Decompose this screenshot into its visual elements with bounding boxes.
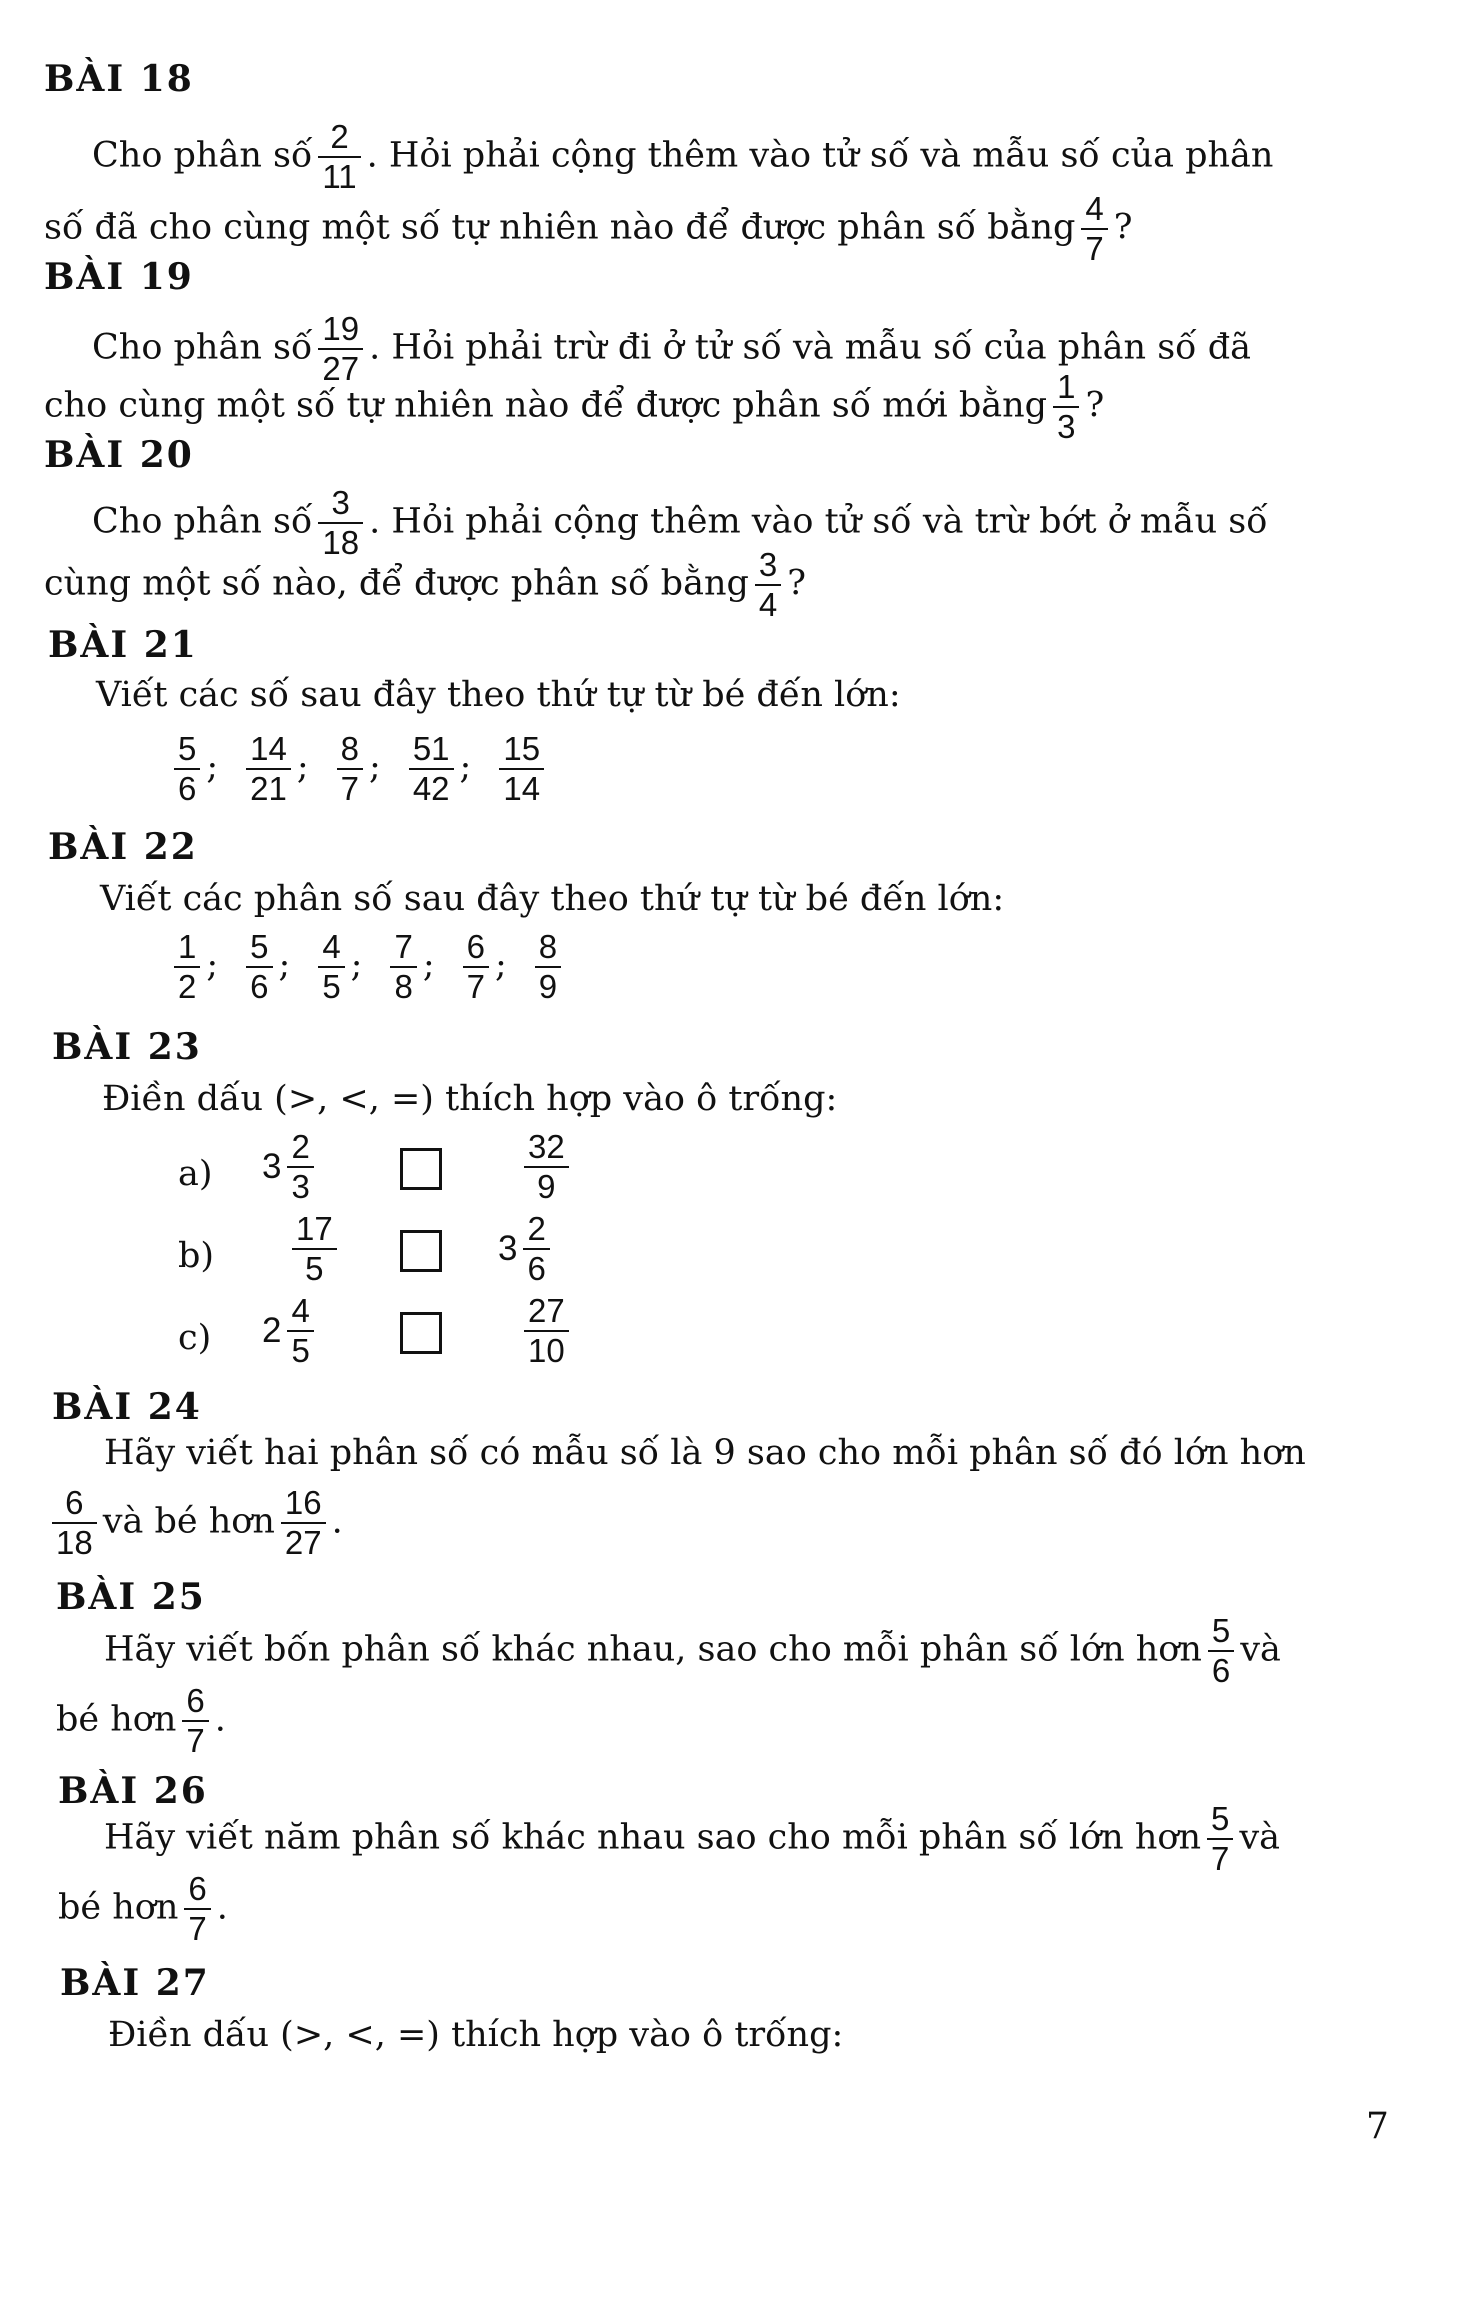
fraction [174,928,200,1006]
text: Cho phân số [92,501,313,542]
denominator: 7 [1085,229,1104,267]
separator: ; [459,747,472,788]
denominator: 42 [412,769,450,807]
item-label: c) [178,1318,212,1358]
empty-square-icon [400,1312,442,1354]
numerator: 51 [409,730,454,770]
right-fraction [518,1128,575,1206]
separator: ; [369,747,381,788]
exercise-title-20: BÀI 20 [44,434,194,476]
fraction [463,928,489,1006]
empty-square-icon [400,1230,442,1272]
exercise-title-18: BÀI 18 [44,58,194,100]
whole-part: 3 [262,1146,282,1186]
text: ? [1085,385,1105,426]
exercise-title-19: BÀI 19 [44,256,194,298]
exercise-title-25: BÀI 25 [56,1576,206,1618]
text: . Hỏi phải cộng thêm vào tử số và mẫu số của phân [366,135,1274,176]
numerator: 2 [318,118,360,158]
exercise-26-line-1 [104,1800,1280,1878]
left-fraction [286,1210,343,1288]
denominator: 5 [322,967,341,1005]
fraction [1081,190,1107,268]
denominator: 7 [186,1721,205,1759]
numerator: 3 [755,546,781,586]
text: . Hỏi phải cộng thêm vào tử số và trừ bớt ở mẫu số [369,501,1268,542]
text: . Hỏi phải trừ đi ở tử số và mẫu số của phân số đã [369,327,1251,368]
whole-part: 2 [262,1310,282,1350]
fraction [184,1870,210,1948]
comparison-box[interactable] [400,1148,442,1190]
denominator: 18 [56,1523,93,1561]
separator: ; [494,945,507,986]
denominator: 14 [503,769,541,807]
denominator: 3 [291,1167,310,1205]
fraction [318,118,360,196]
denominator: 9 [538,967,558,1005]
denominator: 7 [1211,1839,1230,1877]
denominator: 6 [527,1249,546,1287]
numerator: 5 [174,730,200,770]
fraction [287,1292,313,1370]
fraction [524,1128,569,1206]
fraction [390,928,416,1006]
numerator: 5 [1208,1612,1234,1652]
numerator: 4 [287,1292,313,1332]
denominator: 3 [1057,407,1076,445]
numerator: 6 [52,1484,97,1524]
fraction [523,1210,549,1288]
fraction [524,1292,569,1370]
denominator: 7 [466,967,485,1005]
page-number: 7 [1366,2106,1389,2147]
numerator: 32 [524,1128,569,1168]
numerator: 6 [184,1870,210,1910]
denominator: 4 [758,585,778,623]
empty-square-icon [400,1148,442,1190]
left-mixed-number [262,1292,320,1370]
numerator: 6 [463,928,489,968]
fraction [246,928,272,1006]
item-label: b) [178,1236,215,1276]
whole-part: 3 [498,1228,518,1268]
denominator: 11 [322,157,357,195]
fraction [182,1682,208,1760]
exercise-24-line-2 [52,1484,343,1562]
text: ? [1113,207,1133,248]
denominator: 5 [291,1331,310,1369]
numerator: 8 [337,730,363,770]
text: Cho phân số [92,135,313,176]
text: . [214,1699,226,1740]
fraction [281,1484,326,1562]
text: Cho phân số [92,327,313,368]
denominator: 8 [394,967,413,1005]
exercise-25-line-1 [104,1612,1281,1690]
exercise-21-instruction: Viết các số sau đây theo thứ tự từ bé đến lớn: [96,675,901,715]
text: Hãy viết năm phân số khác nhau sao cho mỗi phân số lớn hơn [104,1817,1201,1858]
separator: ; [206,945,219,986]
right-fraction [518,1292,575,1370]
fraction [174,730,200,808]
fraction [318,928,344,1006]
fraction [337,730,363,808]
item-label: a) [178,1154,213,1194]
text: cho cùng một số tự nhiên nào để được phân số mới bằng [44,385,1048,426]
denominator: 7 [340,769,360,807]
right-mixed-number [498,1210,556,1288]
denominator: 27 [322,349,360,387]
fraction [535,928,561,1006]
exercise-27-instruction: Điền dấu (>, <, =) thích hợp vào ô trống: [108,2015,844,2055]
exercise-21-fraction-list [168,730,550,808]
numerator: 3 [318,484,363,524]
comparison-box[interactable] [400,1230,442,1272]
denominator: 18 [322,523,360,561]
numerator: 5 [1207,1800,1233,1840]
numerator: 15 [499,730,544,770]
denominator: 9 [537,1167,556,1205]
exercise-19-line-2 [44,368,1104,446]
exercise-25-line-2 [56,1682,226,1760]
text: và bé hơn [102,1501,275,1542]
fraction [755,546,781,624]
numerator: 1 [1053,368,1079,408]
denominator: 6 [250,967,269,1005]
fraction [1207,1800,1233,1878]
denominator: 2 [178,967,197,1005]
exercise-title-23: BÀI 23 [52,1026,202,1068]
text: cùng một số nào, để được phân số bằng [44,563,749,604]
exercise-title-21: BÀI 21 [48,624,198,666]
exercise-title-22: BÀI 22 [48,826,198,868]
exercise-24-line-1: Hãy viết hai phân số có mẫu số là 9 sao cho mỗi phân số đó lớn hơn [104,1433,1306,1473]
fraction [287,1128,313,1206]
fraction [246,730,291,808]
numerator: 2 [287,1128,313,1168]
separator: ; [350,945,363,986]
numerator: 4 [318,928,344,968]
denominator: 21 [250,769,287,807]
left-mixed-number [262,1128,320,1206]
exercise-title-24: BÀI 24 [52,1386,202,1428]
fraction [52,1484,97,1562]
denominator: 5 [305,1249,324,1287]
separator: ; [206,747,219,788]
fraction [1208,1612,1234,1690]
exercise-18-line-2 [44,190,1133,268]
denominator: 7 [188,1909,207,1947]
text: bé hơn [56,1699,177,1740]
fraction [409,730,454,808]
text: . [216,1887,228,1928]
numerator: 1 [174,928,200,968]
numerator: 8 [535,928,561,968]
text: số đã cho cùng một số tự nhiên nào để được phân số bằng [44,207,1076,248]
denominator: 27 [284,1523,322,1561]
fraction [1053,368,1079,446]
separator: ; [278,945,291,986]
fraction [292,1210,337,1288]
text: bé hơn [58,1887,179,1928]
comparison-box[interactable] [400,1312,442,1354]
numerator: 17 [292,1210,337,1250]
fraction [499,730,544,808]
exercise-title-27: BÀI 27 [60,1962,210,2004]
numerator: 6 [182,1682,208,1722]
numerator: 4 [1081,190,1107,230]
text: ? [787,563,807,604]
exercise-title-26: BÀI 26 [58,1770,208,1812]
exercise-22-instruction: Viết các phân số sau đây theo thứ tự từ bé đến lớn: [100,879,1005,919]
numerator: 27 [524,1292,569,1332]
text: . [331,1501,343,1542]
text: và [1239,1817,1280,1858]
exercise-22-fraction-list [168,928,567,1006]
exercise-23-instruction: Điền dấu (>, <, =) thích hợp vào ô trống: [102,1079,838,1119]
text: và [1240,1629,1281,1670]
numerator: 7 [390,928,416,968]
denominator: 10 [528,1331,565,1369]
numerator: 5 [246,928,272,968]
separator: ; [296,747,309,788]
separator: ; [422,945,435,986]
exercise-20-line-2 [44,546,806,624]
exercise-18-line-1 [92,118,1273,196]
numerator: 2 [523,1210,549,1250]
numerator: 16 [281,1484,326,1524]
numerator: 14 [246,730,291,770]
denominator: 6 [178,769,197,807]
numerator: 19 [318,310,363,350]
text: Hãy viết bốn phân số khác nhau, sao cho mỗi phân số lớn hơn [104,1629,1202,1670]
denominator: 6 [1211,1651,1231,1689]
exercise-26-line-2 [58,1870,228,1948]
